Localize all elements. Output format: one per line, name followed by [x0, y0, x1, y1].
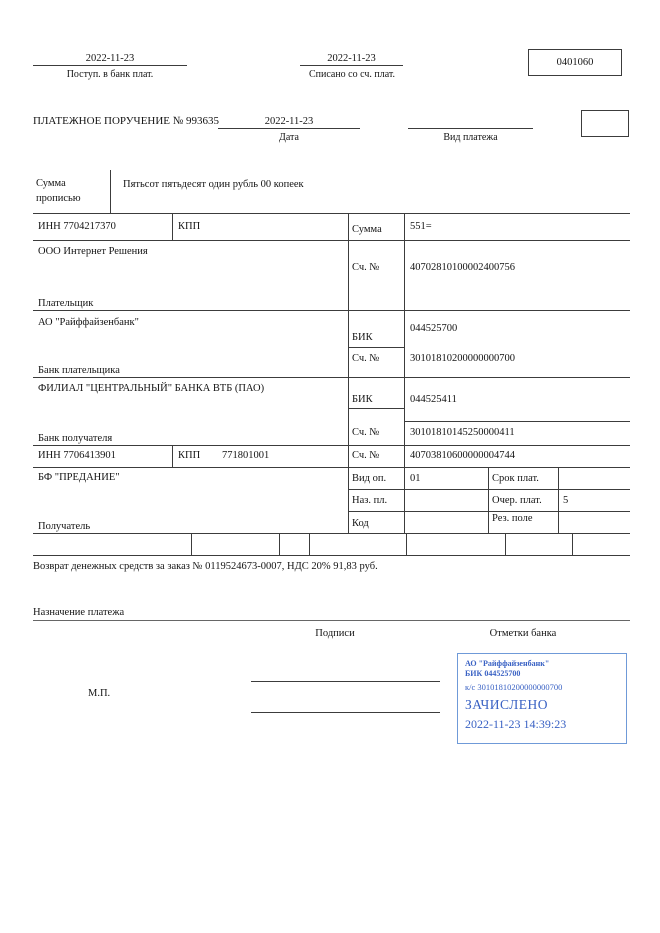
beneficiary-name: БФ "ПРЕДАНИЕ"	[38, 472, 120, 483]
beneficiary-bank-account: 30101810145250000411	[410, 427, 515, 438]
payer-name: ООО Интернет Решения	[38, 246, 148, 257]
date-underline	[218, 128, 360, 129]
code-label: Код	[352, 518, 369, 529]
debited-date-underline	[300, 65, 403, 66]
empty-row-divider	[191, 533, 192, 555]
purpose-underline	[33, 620, 630, 621]
payer-label: Плательщик	[38, 298, 94, 309]
op-type-label: Вид оп.	[352, 473, 387, 484]
received-in-bank-label: Поступ. в банк плат.	[66, 69, 154, 80]
stamp-corr-account: к/с 30101810200000000700	[465, 682, 563, 692]
inn-kpp-divider	[172, 213, 173, 240]
table-line	[33, 240, 630, 241]
table-line	[33, 555, 630, 556]
empty-row-divider	[279, 533, 280, 555]
signatures-label: Подписи	[315, 628, 355, 639]
bik-cell-line	[348, 408, 404, 409]
table-line	[33, 377, 630, 378]
beneficiary-bank-name: ФИЛИАЛ "ЦЕНТРАЛЬНЫЙ" БАНКА ВТБ (ПАО)	[38, 383, 265, 394]
signature-line	[251, 681, 440, 682]
stamp-bank-name: АО "Райффайзенбанк"	[465, 659, 550, 668]
inn-kpp-divider	[172, 445, 173, 467]
received-date-underline	[33, 65, 187, 66]
table-line	[33, 445, 630, 446]
nazn-label: Наз. пл.	[352, 495, 388, 506]
grid-line	[348, 511, 630, 512]
empty-row-divider	[572, 533, 573, 555]
payer-inn: ИНН 7704217370	[38, 221, 116, 232]
label-column-divider	[348, 213, 349, 533]
payer-bank-bik-label: БИК	[352, 332, 373, 343]
payer-account-label: Сч. №	[352, 262, 380, 273]
form-code-box	[528, 49, 622, 76]
beneficiary-bank-bik-label: БИК	[352, 394, 373, 405]
priority-value: 5	[563, 495, 569, 506]
value-column-divider	[404, 213, 405, 533]
bank-marks-label: Отметки банка	[489, 628, 557, 639]
payment-purpose-text: Возврат денежных средств за заказ № 0119524673-0007, НДС 20% 91,83 руб.	[33, 561, 378, 572]
amount-words: Пятьсот пятьдесят один рубль 00 копеек	[123, 179, 304, 190]
stamp-status: ЗАЧИСЛЕНО	[465, 697, 549, 712]
stamp-bik: БИК 044525700	[465, 668, 521, 678]
empty-row-divider	[505, 533, 506, 555]
priority-label: Очер. плат.	[492, 495, 542, 506]
payer-bank-account-label: Сч. №	[352, 353, 380, 364]
empty-row-divider	[309, 533, 310, 555]
amount-words-divider	[110, 170, 111, 213]
form-code: 0401060	[556, 57, 594, 68]
seal-place-label: М.П.	[88, 688, 111, 699]
received-in-bank-date: 2022-11-23	[85, 53, 135, 64]
beneficiary-inn: ИНН 7706413901	[38, 450, 116, 461]
op-type-value: 01	[410, 473, 421, 484]
beneficiary-account: 40703810600000004744	[410, 450, 515, 461]
beneficiary-bank-label: Банк получателя	[38, 433, 113, 444]
bik-cell-line	[348, 347, 404, 348]
debited-label: Списано со сч. плат.	[308, 69, 396, 80]
payer-bank-bik: 044525700	[410, 323, 458, 334]
payer-kpp-label: КПП	[178, 221, 201, 232]
payer-bank-label: Банк плательщика	[38, 365, 120, 376]
grid-divider	[558, 467, 559, 533]
beneficiary-kpp-value: 771801001	[222, 450, 270, 461]
sum-label: Сумма	[352, 224, 382, 235]
payer-bank-account: 30101810200000000700	[410, 353, 515, 364]
payment-purpose-label: Назначение платежа	[33, 607, 125, 618]
document-date: 2022-11-23	[264, 116, 314, 127]
payment-type-box	[581, 110, 629, 137]
value-cell-line	[404, 421, 630, 422]
payment-type-underline	[408, 128, 533, 129]
table-line	[33, 213, 630, 214]
payer-account: 40702810100002400756	[410, 262, 515, 273]
grid-divider	[488, 467, 489, 533]
document-title: ПЛАТЕЖНОЕ ПОРУЧЕНИЕ № 993635	[33, 115, 220, 127]
debited-date: 2022-11-23	[327, 53, 376, 64]
date-label: Дата	[279, 132, 299, 143]
amount-words-label: Сумма прописью	[36, 178, 81, 204]
signature-line	[251, 712, 440, 713]
beneficiary-account-label: Сч. №	[352, 450, 380, 461]
table-line	[33, 467, 630, 468]
sum-value: 551=	[410, 221, 432, 232]
beneficiary-bank-account-label: Сч. №	[352, 427, 380, 438]
table-line	[33, 533, 630, 534]
empty-row-divider	[406, 533, 407, 555]
reserve-field-label: Рез. поле	[492, 513, 533, 524]
table-line	[33, 310, 630, 311]
due-date-label: Срок плат.	[492, 473, 539, 484]
beneficiary-label: Получатель	[38, 521, 91, 532]
beneficiary-kpp-label: КПП	[178, 450, 201, 461]
grid-line	[348, 489, 630, 490]
stamp-datetime: 2022-11-23 14:39:23	[465, 717, 567, 731]
payer-bank-name: АО "Райффайзенбанк"	[38, 317, 139, 328]
bank-stamp	[457, 653, 627, 744]
beneficiary-bank-bik: 044525411	[410, 394, 457, 405]
payment-type-label: Вид платежа	[443, 132, 498, 143]
